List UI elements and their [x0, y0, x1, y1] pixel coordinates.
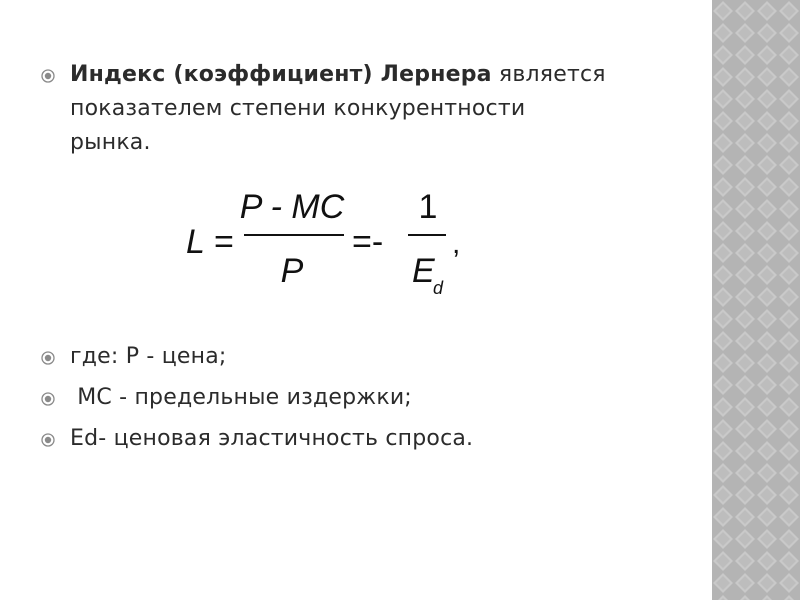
decorative-side-panel — [712, 0, 800, 600]
formula-eq2: =- — [352, 223, 384, 261]
intro-line-1 — [70, 58, 606, 92]
formula-comma: , — [452, 227, 461, 260]
bullet-icon — [40, 432, 56, 448]
diamond-pattern — [712, 0, 800, 600]
intro-line-2: показателем степени конкурентности — [70, 96, 526, 121]
formula-denominator: P — [280, 252, 304, 290]
bullet-icon — [40, 68, 56, 84]
formula-numerator: P - MC — [239, 188, 345, 226]
formula-denominator-2: E — [412, 252, 435, 290]
formula-lhs: L — [186, 223, 205, 261]
formula-eq1: = — [214, 223, 234, 261]
formula-graphic — [180, 180, 480, 305]
bullet-icon — [40, 391, 56, 407]
bullet-elasticity: Ed- ценовая эластичность спроса. — [70, 426, 474, 451]
bullet-price: где: P - цена; — [70, 344, 227, 369]
intro-line-3: рынка. — [70, 130, 151, 155]
formula-subscript: d — [433, 278, 444, 298]
bullet-icon — [40, 350, 56, 366]
formula-numerator-2: 1 — [418, 188, 438, 226]
intro-bold-term: Индекс (коэффициент) Лернера — [70, 62, 492, 87]
bullet-marginal-cost: MC - предельные издержки; — [70, 385, 412, 410]
intro-rest: является — [491, 62, 606, 87]
lerner-formula — [180, 180, 480, 305]
